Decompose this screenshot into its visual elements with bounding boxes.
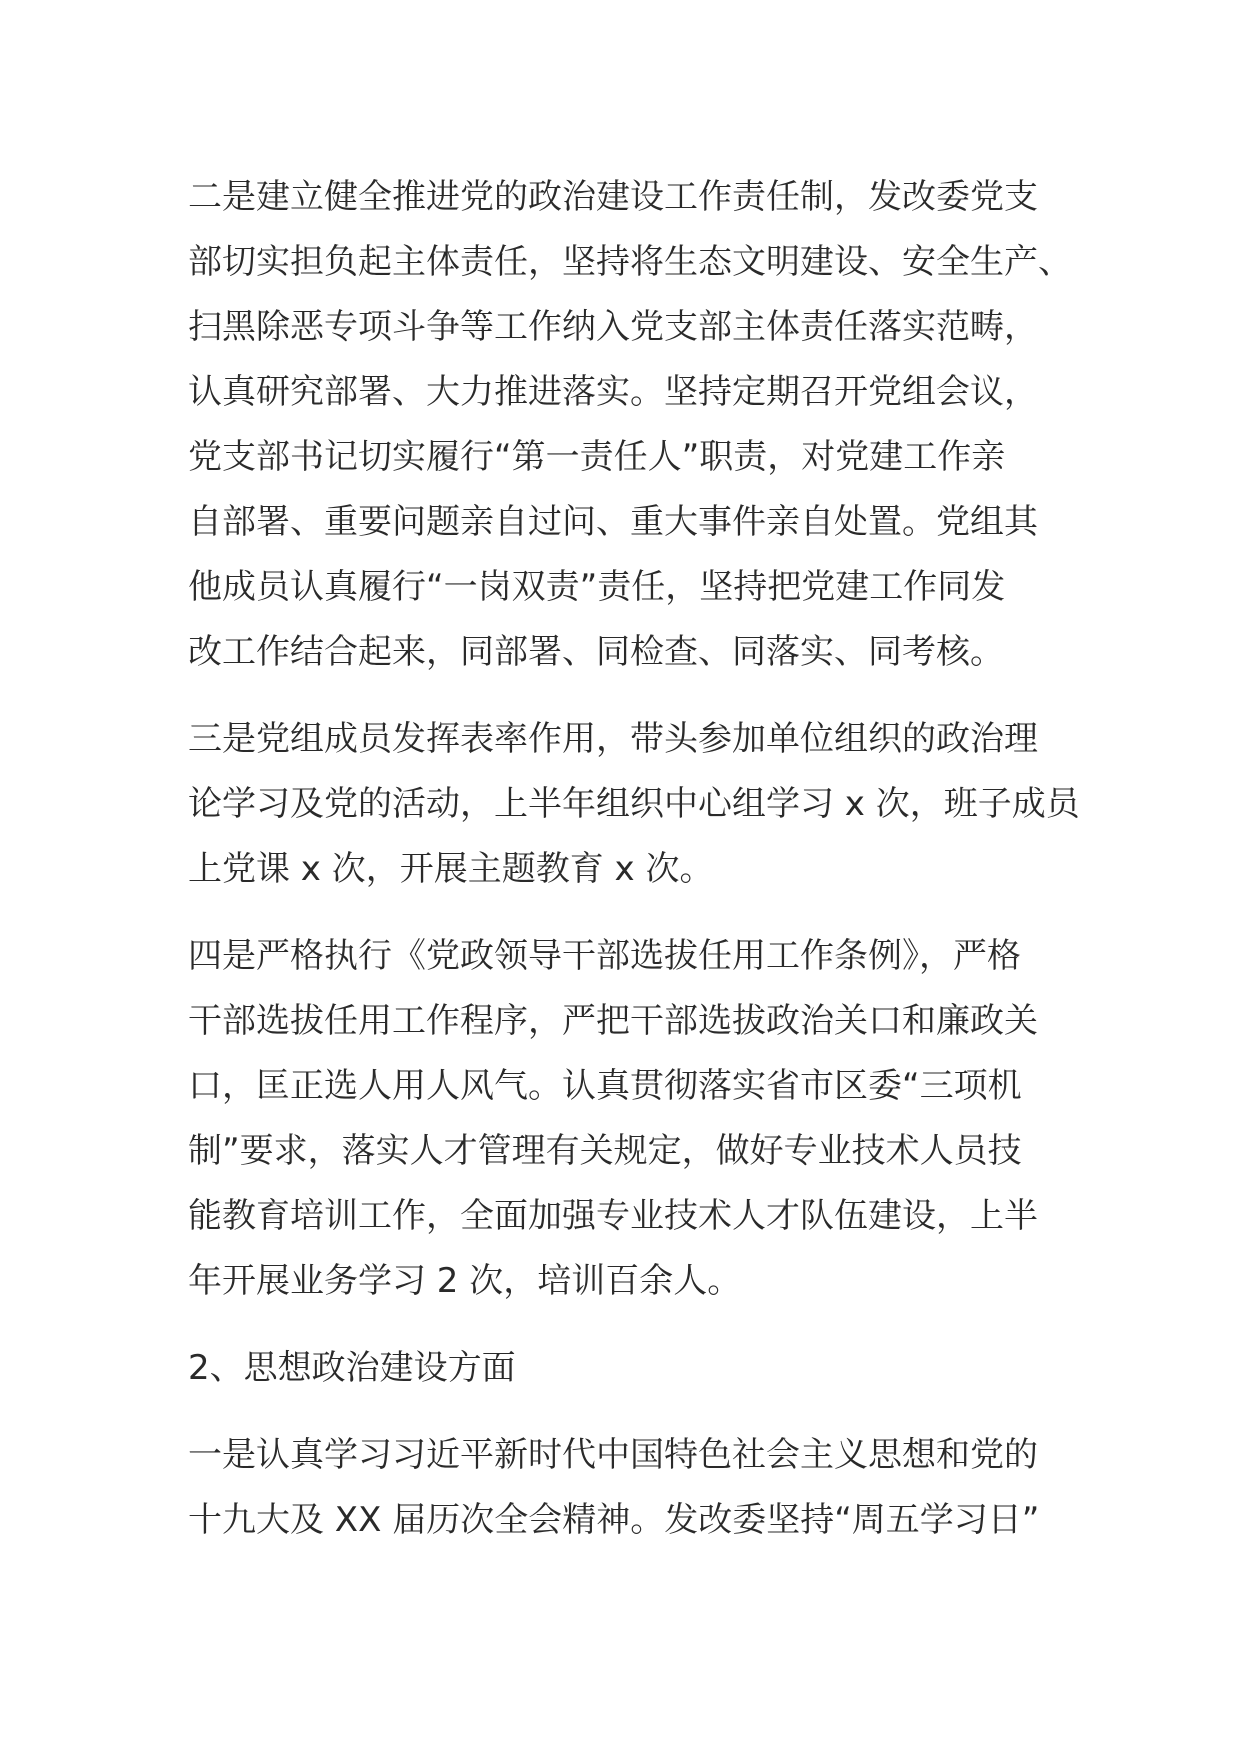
text-line: 自部署、重要问题亲自过问、重大事件亲自处置。党组其 bbox=[188, 502, 1038, 542]
paragraph-spacer bbox=[188, 1401, 1068, 1423]
paragraph-spacer bbox=[188, 685, 1068, 707]
paragraph-party-building-responsibility bbox=[188, 165, 1072, 685]
paragraph-leading-role bbox=[188, 707, 1080, 902]
text-line: 部切实担负起主体责任，坚持将生态文明建设、安全生产、 bbox=[188, 242, 1072, 282]
paragraph-spacer bbox=[188, 1314, 1068, 1336]
text-line: 论学习及党的活动，上半年组织中心组学习 x 次，班子成员 bbox=[188, 784, 1080, 824]
text-line: 干部选拔任用工作程序，严把干部选拔政治关口和廉政关 bbox=[188, 1001, 1038, 1041]
text-line: 上党课 x 次，开展主题教育 x 次。 bbox=[188, 849, 714, 889]
text-line: 认真研究部署、大力推进落实。坚持定期召开党组会议， bbox=[188, 372, 1038, 412]
heading-line: 2、思想政治建设方面 bbox=[188, 1348, 516, 1388]
text-line: 三是党组成员发挥表率作用，带头参加单位组织的政治理 bbox=[188, 719, 1038, 759]
text-line: 他成员认真履行“一岗双责”责任，坚持把党建工作同发 bbox=[188, 567, 1006, 607]
paragraph-ideological-study bbox=[188, 1423, 1068, 1553]
text-line: 年开展业务学习 2 次，培训百余人。 bbox=[188, 1261, 742, 1301]
section-heading bbox=[188, 1336, 1068, 1401]
text-line: 二是建立健全推进党的政治建设工作责任制，发改委党支 bbox=[188, 177, 1038, 217]
text-line: 四是严格执行《党政领导干部选拔任用工作条例》，严格 bbox=[188, 936, 1021, 976]
paragraph-spacer bbox=[188, 902, 1068, 924]
text-line: 能教育培训工作，全面加强专业技术人才队伍建设，上半 bbox=[188, 1196, 1038, 1236]
text-line: 口，匡正选人用人风气。认真贯彻落实省市区委“三项机 bbox=[188, 1066, 1022, 1106]
paragraph-cadre-selection bbox=[188, 924, 1068, 1314]
text-line: 一是认真学习习近平新时代中国特色社会主义思想和党的 bbox=[188, 1435, 1038, 1475]
text-line: 扫黑除恶专项斗争等工作纳入党支部主体责任落实范畴， bbox=[188, 307, 1038, 347]
document-body bbox=[188, 165, 1080, 1553]
text-line: 党支部书记切实履行“第一责任人”职责，对党建工作亲 bbox=[188, 437, 1006, 477]
text-line: 十九大及 XX 届历次全会精神。发改委坚持“周五学习日” bbox=[188, 1500, 1040, 1540]
text-line: 制”要求，落实人才管理有关规定，做好专业技术人员技 bbox=[188, 1131, 1022, 1171]
text-line: 改工作结合起来，同部署、同检查、同落实、同考核。 bbox=[188, 632, 1004, 672]
